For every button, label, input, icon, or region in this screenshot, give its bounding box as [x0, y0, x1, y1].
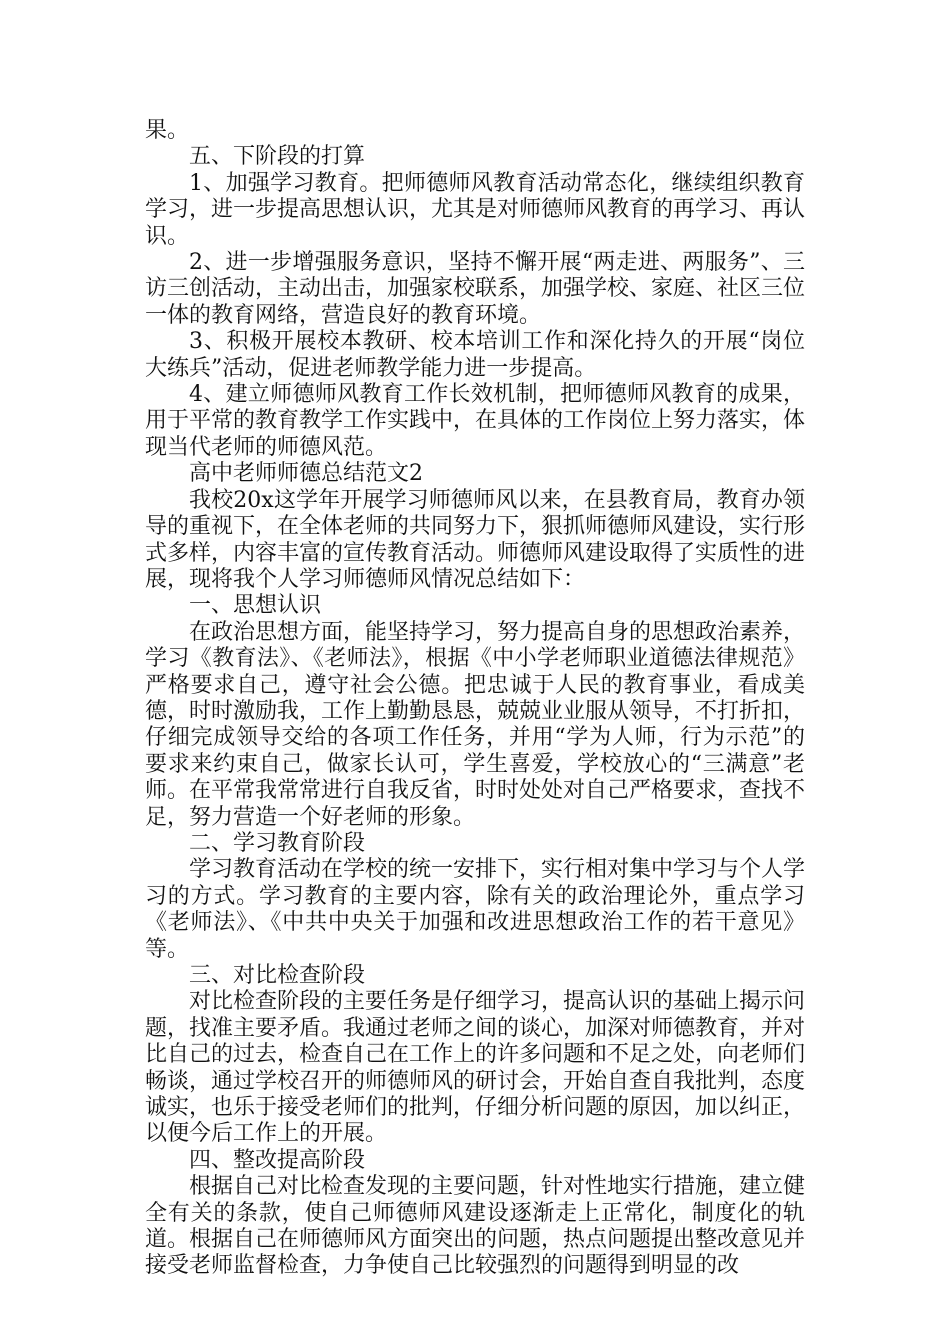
paragraph-ideological: 在政治思想方面，能坚持学习，努力提高自身的思想政治素养，学习《教育法》、《老师法》，根据《中小学老师职业道德法律规范》严格要求自己，遵守社会公德。把忠诚于人民的教育事业，看成美德，时时激励我，工作上勤勤恳恳，兢兢业业服从领导，不打折扣，仔细完成领导交给的各项工作任务，并用“学为人师，行为示范”的要求来约束自己，做家长认可，学生喜爱，学校放心的“三满意”老师。在平常我常常进行自我反省，时时处处对自己严格要求，查找不足，努力营造一个好老师的形象。: [145, 619, 806, 830]
section-title-sample-2: 高中老师师德总结范文2: [189, 461, 423, 487]
paragraph-learning: 学习教育活动在学校的统一安排下，实行相对集中学习与个人学习的方式。学习教育的主要内容，除有关的政治理论外，重点学习《老师法》、《中共中央关于加强和改进思想政治工作的若干意见》等。: [145, 857, 806, 962]
document-body: [145, 118, 805, 1280]
paragraph-plan-3: 3、积极开展校本教研、校本培训工作和深化持久的开展“岗位大练兵”活动，促进老师教学能力进一步提高。: [145, 329, 805, 381]
heading-rectification-stage: 四、整改提高阶段: [189, 1147, 366, 1173]
paragraph-continuation: 果。: [145, 118, 190, 143]
paragraph-plan-2: 2、进一步增强服务意识，坚持不懈开展“两走进、两服务”、三访三创活动，主动出击，加强家校联系，加强学校、家庭、社区三位一体的教育网络，营造良好的教育环境。: [145, 250, 806, 328]
paragraph-comparison: 对比检查阶段的主要任务是仔细学习，提高认识的基础上揭示问题，找准主要矛盾。我通过老师之间的谈心，加深对师德教育，并对比自己的过去，检查自己在工作上的许多问题和不足之处，向老师们畅谈，通过学校召开的师德师风的研讨会，开始自查自我批判，态度诚实，也乐于接受老师们的批判，仔细分析问题的原因，加以纠正，以便今后工作上的开展。: [145, 989, 806, 1147]
heading-comparison-stage: 三、对比检查阶段: [189, 963, 366, 988]
heading-learning-stage: 二、学习教育阶段: [189, 830, 366, 856]
heading-ideological-understanding: 一、思想认识: [189, 593, 322, 619]
heading-next-stage-plan: 五、下阶段的打算: [189, 144, 366, 170]
paragraph-intro: 我校20x这学年开展学习师德师风以来，在县教育局，教育办领导的重视下，在全体老师的共同努力下，狠抓师德师风建设，实行形式多样，内容丰富的宣传教育活动。师德师风建设取得了实质性的进展，现将我个人学习师德师风情况总结如下：: [145, 487, 806, 592]
paragraph-plan-4: 4、建立师德师风教育工作长效机制，把师德师风教育的成果，用于平常的教育教学工作实践中，在具体的工作岗位上努力落实，体现当代老师的师德风范。: [145, 382, 806, 460]
paragraph-plan-1: 1、加强学习教育。把师德师风教育活动常态化，继续组织教育学习，进一步提高思想认识，尤其是对师德师风教育的再学习、再认识。: [145, 170, 806, 249]
paragraph-rectification: 根据自己对比检查发现的主要问题，针对性地实行措施，建立健全有关的条款，使自己师德师风建设逐渐走上正常化，制度化的轨道。根据自己在师德师风方面突出的问题，热点问题提出整改意见并接受老师监督检查，力争使自己比较强烈的问题得到明显的改: [145, 1174, 806, 1279]
